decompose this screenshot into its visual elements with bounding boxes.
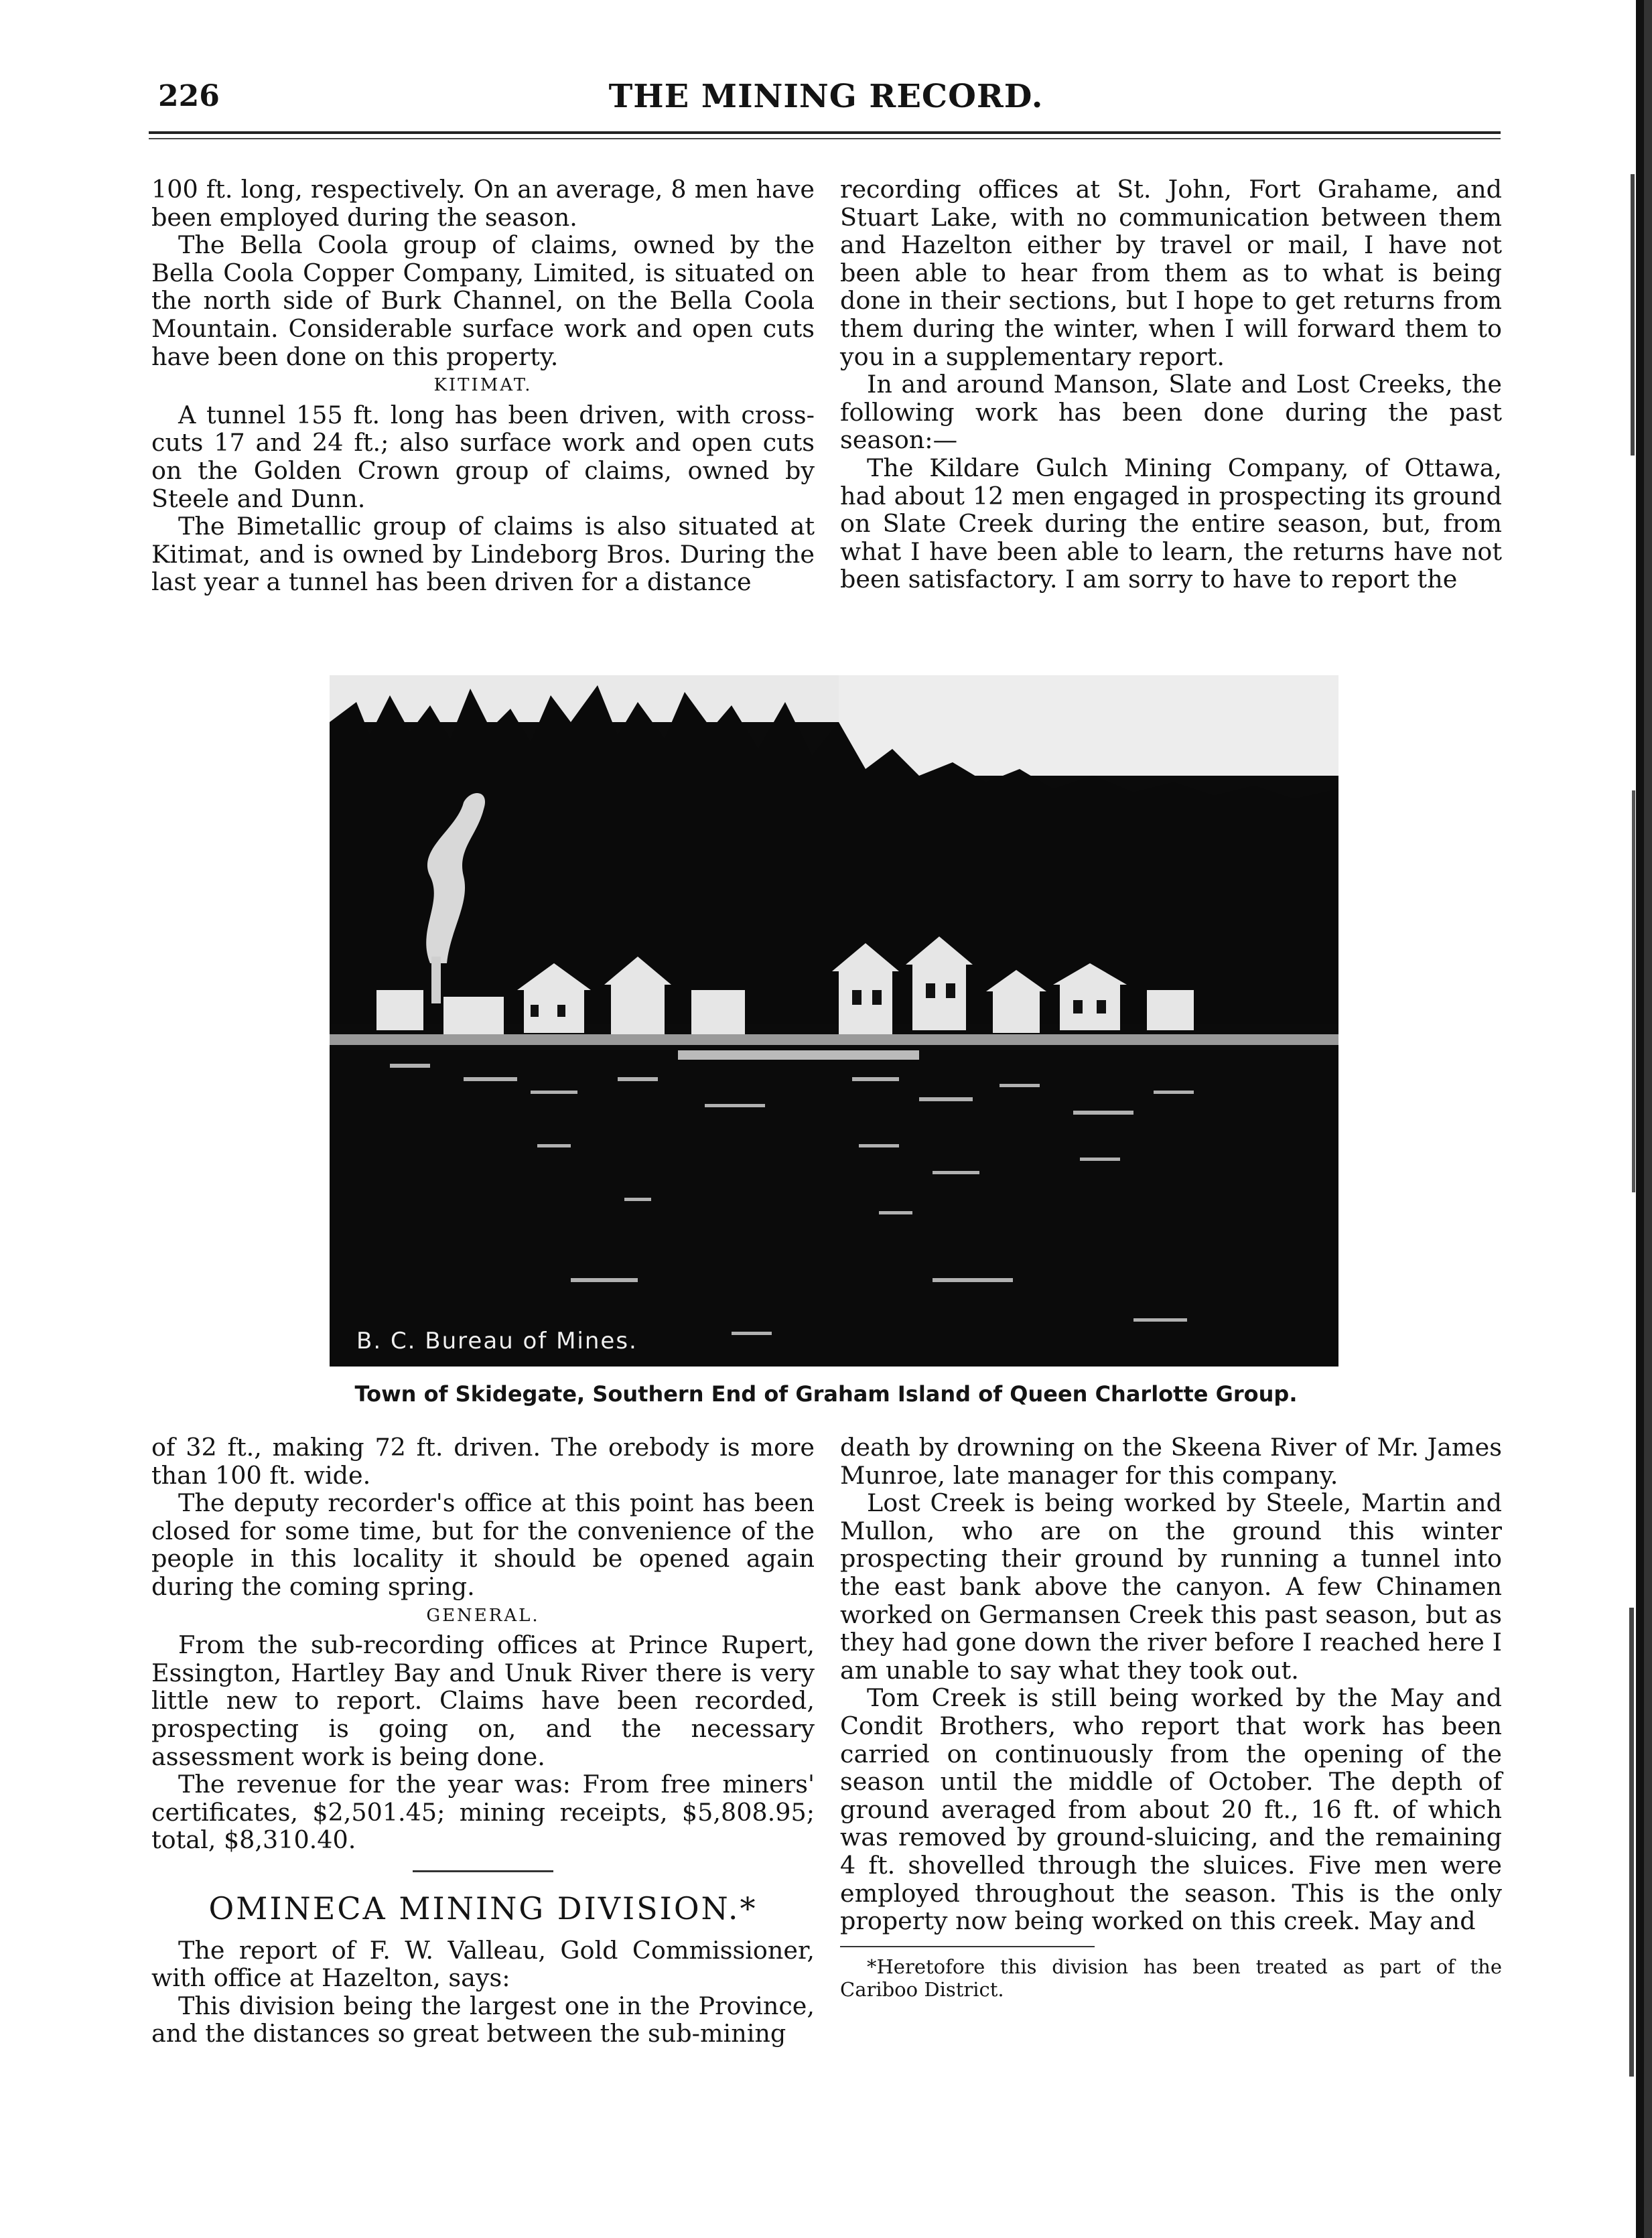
journal-title: THE MINING RECORD. bbox=[608, 78, 1044, 115]
photo-caption: Town of Skidegate, Southern End of Graham Island of Queen Charlotte Group. bbox=[354, 1381, 1298, 1407]
paragraph: Tom Creek is still being worked by the May and Condit Brothers, who report that work has been carried on continuously from the opening of the season until the middle of October. The depth of ground averaged from about 20 ft., 16 ft. of which was removed by ground-sluicing, and the remaining 4 ft. shovelled through the sluices. Five men were employed throughout the season. This is the only property now being worked on this creek. May and bbox=[840, 1683, 1502, 1936]
division-rule bbox=[413, 1870, 553, 1872]
section-subheading: KITIMAT. bbox=[433, 375, 533, 396]
paragraph: From the sub-recording offices at Prince Rupert, Essington, Hartley Bay and Unuk River there is very little new to report. Claims have been recorded, prospecting is going on, and the necessary assessment work is being done. bbox=[151, 1630, 815, 1771]
scan-edge-shadow bbox=[1621, 0, 1652, 2238]
column-top-left bbox=[151, 176, 815, 596]
photo-credit: B. C. Bureau of Mines. bbox=[356, 1328, 638, 1354]
paragraph: The Kildare Gulch Mining Company, of Ottawa, had about 12 men engaged in prospecting its ground on Slate Creek during the entire season, but, from what I have been able to learn, the returns have not been satisfactory. I am sorry to have to report the bbox=[840, 453, 1502, 594]
footnote: *Heretofore this division has been treated as part of the Cariboo District. bbox=[840, 1955, 1502, 2001]
paragraph: death by drowning on the Skeena River of Mr. James Munroe, late manager for this company. bbox=[840, 1433, 1502, 1490]
column-bottom-right bbox=[840, 1433, 1502, 2001]
header-rule bbox=[149, 131, 1501, 134]
column-bottom-left bbox=[151, 1433, 815, 2048]
paragraph: Lost Creek is being worked by Steele, Martin and Mullon, who are on the ground this winter prospecting their ground by running a tunnel into the east bank above the canyon. A few Chinamen worked on Germansen Creek this past season, but as they had gone down the river before I reached here I am unable to say what they took out. bbox=[840, 1488, 1502, 1685]
paragraph: of 32 ft., making 72 ft. driven. The orebody is more than 100 ft. wide. bbox=[151, 1433, 815, 1490]
paragraph: The revenue for the year was: From free miners' certificates, $2,501.45; mining receipts, $5,808.95; total, $8,310.40. bbox=[151, 1770, 815, 1855]
paragraph: The Bella Coola group of claims, owned by the Bella Coola Copper Company, Limited, is situated on the north side of Burk Channel, on the Bella Coola Mountain. Considerable surface work and open cuts have been done on this property. bbox=[151, 230, 815, 371]
paragraph: This division being the largest one in the Province, and the distances so great between the sub-mining bbox=[151, 1991, 815, 2048]
header-rule-thin bbox=[149, 138, 1501, 139]
paragraph: The Bimetallic group of claims is also situated at Kitimat, and is owned by Lindeborg Bros. During the last year a tunnel has been driven for a distance bbox=[151, 512, 815, 597]
footnote-rule bbox=[840, 1946, 1095, 1947]
paragraph: The report of F. W. Valleau, Gold Commissioner, with office at Hazelton, says: bbox=[151, 1935, 815, 1993]
column-top-right bbox=[840, 176, 1502, 593]
paragraph: A tunnel 155 ft. long has been driven, with cross-cuts 17 and 24 ft.; also surface work and open cuts on the Golden Crown group of claims, owned by Steele and Dunn. bbox=[151, 400, 815, 513]
section-subheading: GENERAL. bbox=[426, 1605, 540, 1626]
paragraph: recording offices at St. John, Fort Grahame, and Stuart Lake, with no communication between them and Hazelton either by travel or mail, I have not been able to hear from them as to what is being done in their sections, but I hope to get returns from them during the winter, when I will forward them to you in a supplementary report. bbox=[840, 175, 1502, 371]
photograph-skidegate bbox=[330, 675, 1338, 1367]
paragraph: In and around Manson, Slate and Lost Creeks, the following work has been done during the past season:— bbox=[840, 370, 1502, 455]
paragraph: 100 ft. long, respectively. On an average, 8 men have been employed during the season. bbox=[151, 175, 815, 232]
paragraph: The deputy recorder's office at this point has been closed for some time, but for the convenience of the people in this locality it should be opened again during the coming spring. bbox=[151, 1488, 815, 1601]
page-number: 226 bbox=[158, 79, 220, 113]
photo-illustration bbox=[330, 675, 1338, 1367]
division-heading: OMINECA MINING DIVISION.* bbox=[208, 1890, 758, 1927]
